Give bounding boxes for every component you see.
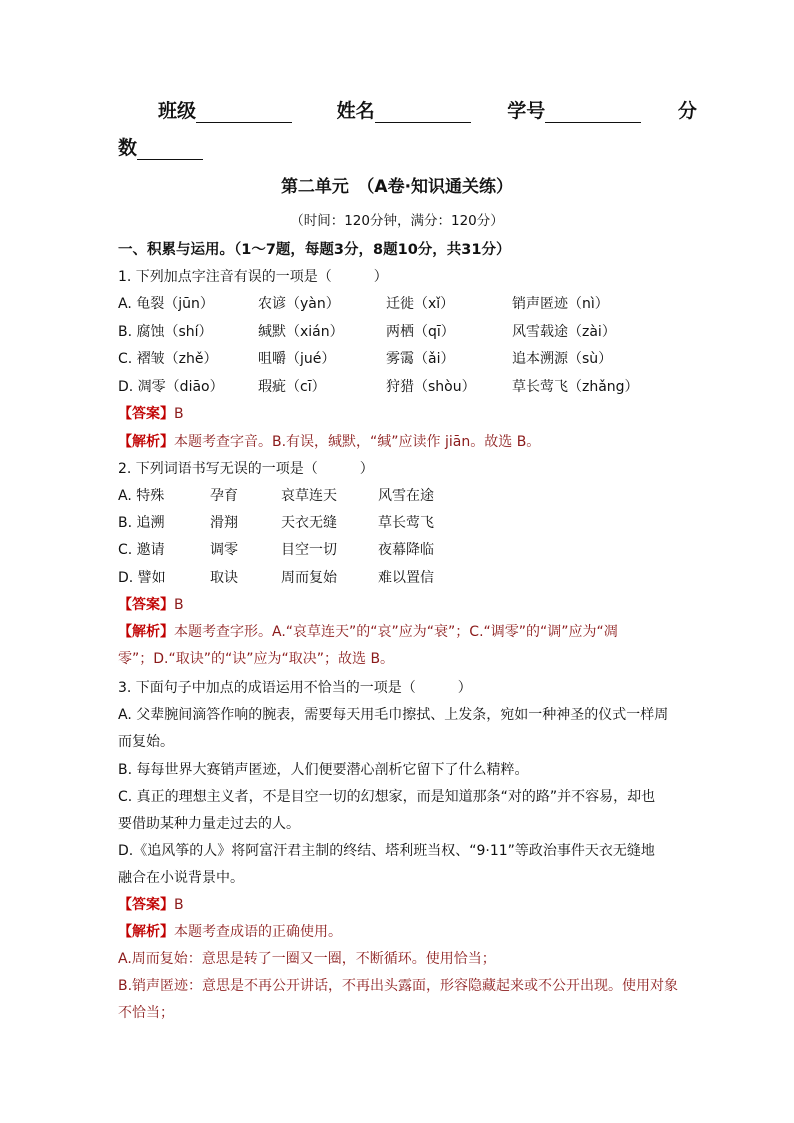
class-blank[interactable] — [196, 104, 292, 123]
q2-explanation-line-2: 零”；D.“取诀”的“诀”应为“取决”；故选 B。 — [118, 651, 395, 667]
q2-explain-text-1: 本题考查字形。A.“哀草连天”的“哀”应为“衰”；C.“调零”的“调”应为“凋 — [174, 624, 618, 640]
q2-option-c-4: 夜幕降临 — [378, 542, 434, 558]
q1-option-c-3: 雾霭（ǎi） — [386, 351, 455, 367]
student-info-line — [158, 96, 697, 123]
q3-answer — [118, 894, 184, 914]
q2-option-b-3: 天衣无缝 — [281, 515, 337, 531]
q1-option-b-3: 两栖（qī） — [386, 324, 455, 340]
q1-option-d-4: 草长莺飞（zhǎng） — [512, 379, 639, 395]
q1-option-d-1: D. 凋零（diāo） — [118, 379, 224, 395]
q2-answer — [118, 594, 184, 614]
score-blank[interactable] — [137, 141, 203, 160]
q1-option-a-3: 迁徙（xǐ） — [386, 296, 455, 312]
q1-option-c-2: 咀嚼（jué） — [258, 351, 336, 367]
q2-explanation-line-1 — [118, 621, 618, 641]
page-subtitle: （时间：120分钟，满分：120分） — [290, 213, 504, 229]
q3-option-c-line-2: 要借助某种力量走过去的人。 — [118, 816, 300, 832]
q2-option-a-2: 孕育 — [210, 488, 238, 504]
q3-explain-b-line-1: B.销声匿迹：意思是不再公开讲话，不再出头露面，形容隐藏起来或不公开出现。使用对象 — [118, 978, 679, 994]
q3-explain-tag: 【解析】 — [118, 924, 174, 940]
score-label-part2: 数 — [118, 137, 138, 159]
q1-answer — [118, 403, 184, 423]
id-blank[interactable] — [545, 104, 641, 123]
q3-explain-a: A.周而复始：意思是转了一圈又一圈，不断循环。使用恰当； — [118, 951, 496, 967]
section-heading: 一、积累与运用。（1～7题，每题3分，8题10分，共31分） — [118, 242, 511, 258]
q3-option-a-line-1: A. 父辈腕间滴答作响的腕表，需要每天用毛巾擦拭、上发条，宛如一种神圣的仪式一样周 — [118, 707, 669, 723]
q2-option-d-3: 周而复始 — [281, 570, 337, 586]
q1-option-b-2: 缄默（xián） — [258, 324, 344, 340]
q3-explain-text: 本题考查成语的正确使用。 — [174, 924, 342, 940]
q3-option-b: B. 每每世界大赛销声匿迹，人们便要潜心剖析它留下了什么精粹。 — [118, 762, 529, 778]
q3-option-d-line-1: D.《追风筝的人》将阿富汗君主制的终结、塔利班当权、“9·11”等政治事件天衣无缝地 — [118, 843, 655, 859]
q1-option-d-3: 狩猎（shòu） — [386, 379, 476, 395]
q2-option-c-1: C. 邀请 — [118, 542, 165, 558]
q1-explain-tag: 【解析】 — [118, 434, 174, 450]
q3-answer-value: B — [174, 897, 184, 913]
question-1-stem: 1. 下列加点字注音有误的一项是（ ） — [118, 269, 388, 285]
q3-explain-b-line-2: 不恰当； — [118, 1005, 174, 1021]
q2-option-d-4: 难以置信 — [378, 570, 434, 586]
q1-explanation — [118, 431, 540, 451]
q1-option-d-2: 瑕疵（cī） — [258, 379, 326, 395]
question-2-stem: 2. 下列词语书写无误的一项是（ ） — [118, 461, 374, 477]
q2-answer-value: B — [174, 597, 184, 613]
q2-option-a-1: A. 特殊 — [118, 488, 165, 504]
score-label-part1: 分 — [677, 100, 697, 122]
name-label: 姓名 — [336, 100, 375, 122]
q1-option-b-4: 风雪载途（zài） — [512, 324, 616, 340]
page-title: 第二单元 （A卷·知识通关练） — [280, 177, 514, 197]
q1-explain-text: 本题考查字音。B.有误，缄默，“缄”应读作 jiān。故选 B。 — [174, 434, 541, 450]
q1-option-c-1: C. 褶皱（zhě） — [118, 351, 218, 367]
q2-answer-tag: 【答案】 — [118, 597, 174, 613]
q1-option-a-2: 农谚（yàn） — [258, 296, 340, 312]
name-blank[interactable] — [375, 104, 471, 123]
q2-option-b-2: 滑翔 — [210, 515, 238, 531]
q2-option-d-2: 取诀 — [210, 570, 238, 586]
q3-explanation — [118, 921, 342, 941]
class-label: 班级 — [158, 100, 197, 122]
q2-option-d-1: D. 譬如 — [118, 570, 166, 586]
score-line — [118, 133, 203, 160]
q1-option-a-1: A. 龟裂（jūn） — [118, 296, 214, 312]
q3-option-c-line-1: C. 真正的理想主义者，不是目空一切的幻想家，而是知道那条“对的路”并不容易，却也 — [118, 789, 656, 805]
q2-option-b-1: B. 追溯 — [118, 515, 165, 531]
q1-answer-value: B — [174, 406, 184, 422]
q2-option-c-2: 调零 — [210, 542, 238, 558]
q2-explain-tag: 【解析】 — [118, 624, 174, 640]
q1-option-c-4: 追本溯源（sù） — [512, 351, 613, 367]
q1-answer-tag: 【答案】 — [118, 406, 174, 422]
q3-option-d-line-2: 融合在小说背景中。 — [118, 870, 244, 886]
q2-option-b-4: 草长莺飞 — [378, 515, 434, 531]
q2-option-a-3: 哀草连天 — [281, 488, 337, 504]
q2-option-c-3: 目空一切 — [281, 542, 337, 558]
q3-option-a-line-2: 而复始。 — [118, 734, 174, 750]
q3-answer-tag: 【答案】 — [118, 897, 174, 913]
q1-option-b-1: B. 腐蚀（shí） — [118, 324, 213, 340]
q1-option-a-4: 销声匿迹（nì） — [512, 296, 609, 312]
q2-option-a-4: 风雪在途 — [378, 488, 434, 504]
id-label: 学号 — [507, 100, 546, 122]
question-3-stem: 3. 下面句子中加点的成语运用不恰当的一项是（ ） — [118, 680, 472, 696]
